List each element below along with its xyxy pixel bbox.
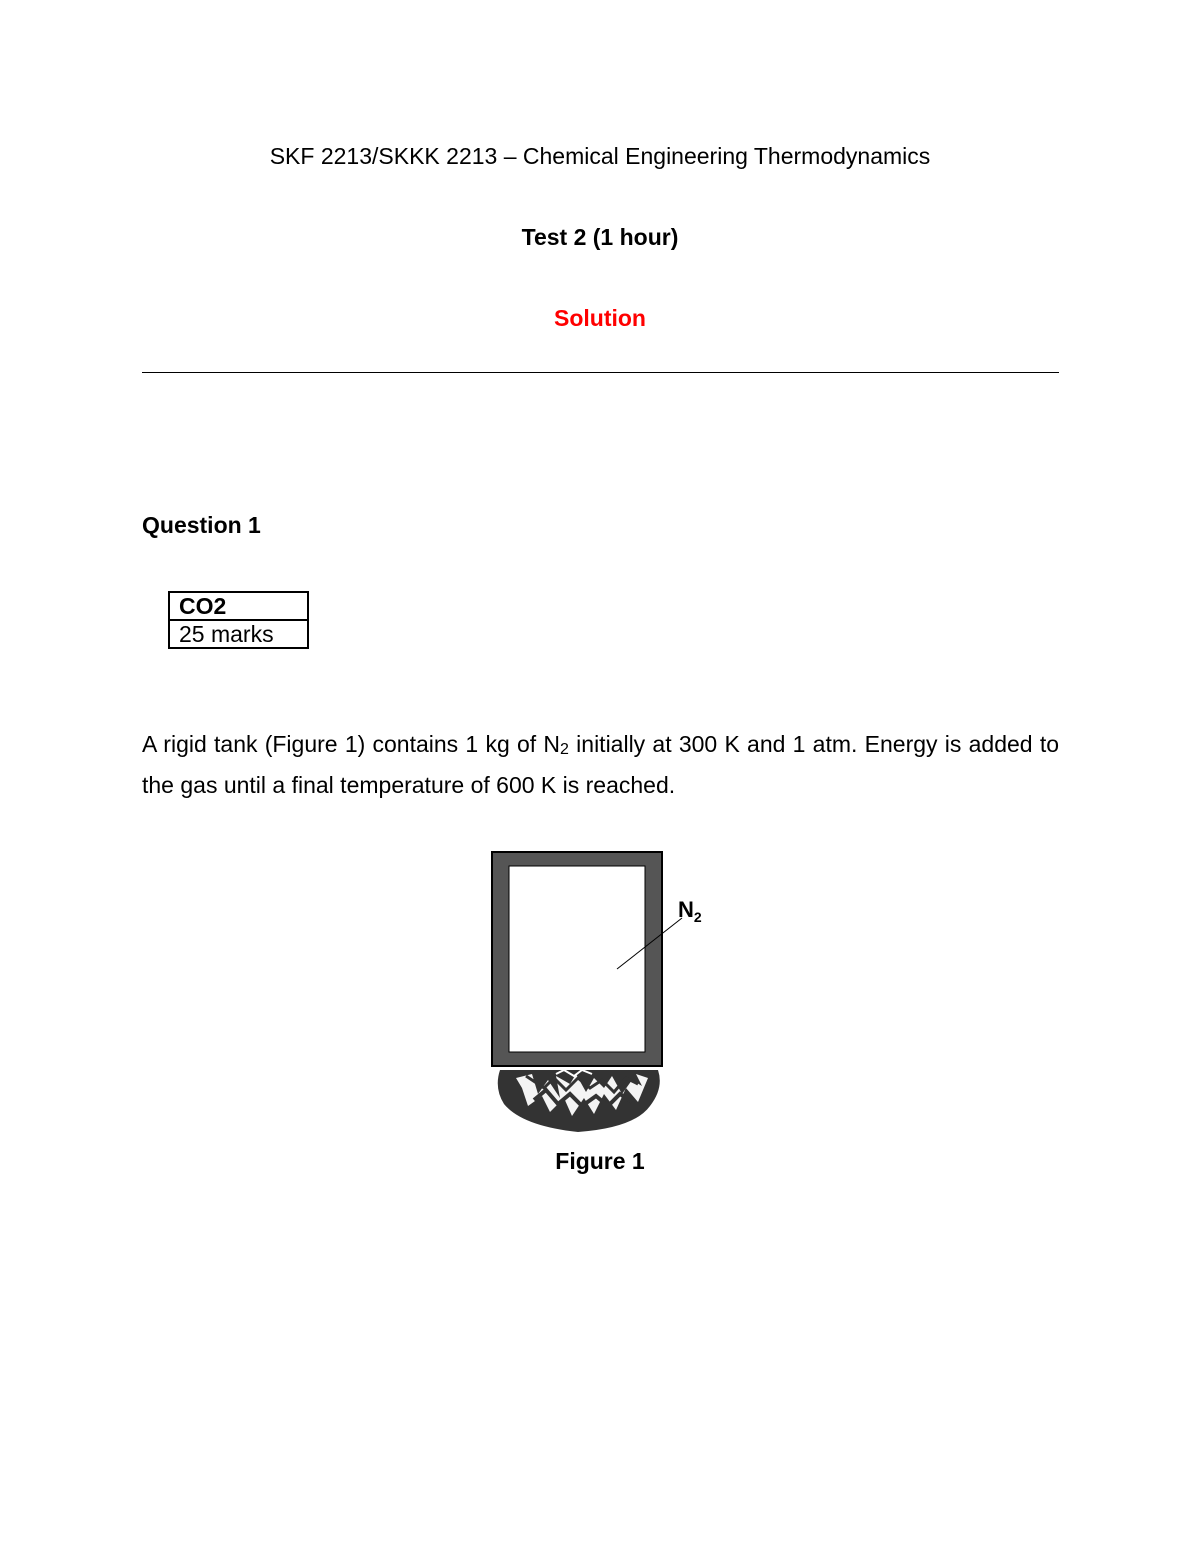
tank-diagram bbox=[486, 848, 714, 1136]
co-code-cell: CO2 bbox=[169, 592, 308, 620]
test-title: Test 2 (1 hour) bbox=[521, 224, 679, 250]
rigid-tank-figure bbox=[486, 848, 714, 1136]
question-heading: Question 1 bbox=[142, 512, 261, 538]
gas-label: $N_2$ bbox=[678, 897, 702, 925]
question-text-subscript: 2 bbox=[560, 741, 569, 758]
figure-caption: Figure 1 bbox=[555, 1148, 645, 1174]
course-title: SKF 2213/SKKK 2213 – Chemical Engineering Thermodynamics bbox=[269, 143, 931, 169]
header-divider bbox=[142, 372, 1059, 373]
question-text-part1: A rigid tank (Figure 1) contains 1 kg of N bbox=[142, 731, 561, 757]
course-outcome-table bbox=[168, 591, 309, 649]
marks-cell: 25 marks bbox=[169, 620, 308, 648]
co-row bbox=[169, 592, 308, 620]
question-text bbox=[142, 724, 1059, 806]
flame-icon bbox=[498, 1070, 660, 1132]
solution-label: Solution bbox=[554, 305, 646, 331]
question-text-part2: initially at 300 K and 1 atm. Energy is added to the gas until a final temperature of 600 K is reached. bbox=[142, 731, 1059, 798]
marks-row bbox=[169, 620, 308, 648]
tank-interior bbox=[509, 866, 645, 1052]
